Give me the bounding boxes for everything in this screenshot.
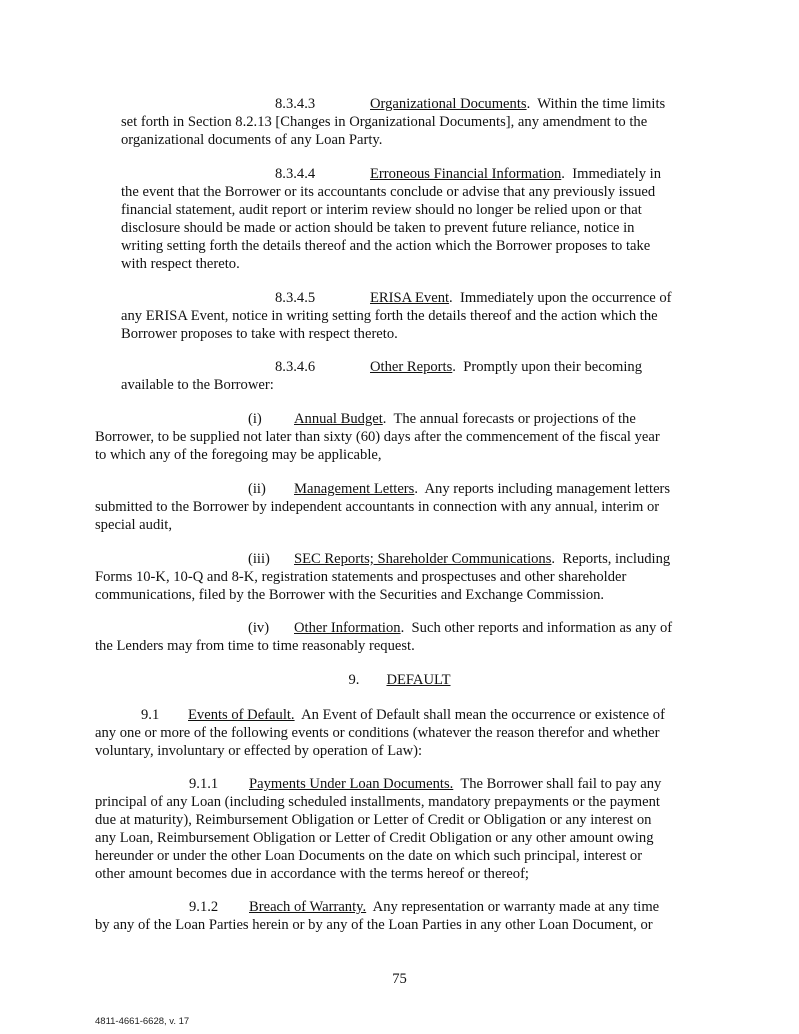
section-text-line: hereunder or under the other Loan Documents on the date on which such principal, interest or xyxy=(95,848,643,864)
section-8-3-4-6: 8.3.4.6 Other Reports. Promptly upon their becoming available to the Borrower: xyxy=(121,359,642,393)
item-text-line: submitted to the Borrower by independent accountants in connection with any annual, interim or xyxy=(95,499,660,515)
item-label: (iv) xyxy=(248,620,270,636)
section-heading: Erroneous Financial Information xyxy=(370,166,562,182)
section-text-line: principal of any Loan (including scheduled installments, mandatory prepayments or the payment xyxy=(95,794,660,810)
item-label: (i) xyxy=(248,411,262,427)
item-label: (iii) xyxy=(248,551,270,567)
item-iii: (iii) SEC Reports; Shareholder Communications. Reports, including Forms 10-K, 10-Q and 8-K, registration statements and prospectuses and other shareholder communications, filed by the Borrower with the Securities and Exchange Commission. xyxy=(95,551,671,603)
section-9-1 xyxy=(95,706,665,760)
section-text-line: other amount becomes due in accordance with the terms hereof or thereof; xyxy=(95,866,529,882)
section-text-line: by any of the Loan Parties herein or by any of the Loan Parties in any other Loan Document, or xyxy=(95,917,653,933)
item-text-line: the Lenders may from time to time reasonably request. xyxy=(95,638,415,654)
section-text-line: any ERISA Event, notice in writing setting forth the details thereof and the action which the xyxy=(121,308,658,324)
section-text-line: The Borrower shall fail to pay any xyxy=(460,776,662,792)
section-text-line: An Event of Default shall mean the occurrence or existence of xyxy=(301,707,665,723)
section-heading: Breach of Warranty. xyxy=(249,899,367,915)
section-text-line: available to the Borrower: xyxy=(121,377,274,393)
item-text-line: Borrower, to be supplied not later than sixty (60) days after the commencement of the fiscal year xyxy=(95,429,660,445)
section-8-3-4-3: 8.3.4.3 Organizational Documents. Within the time limits set forth in Section 8.2.13 [Changes in Organizational Documents], any amendment to the organizational documents of any Loan Party. xyxy=(121,96,666,148)
article-heading xyxy=(0,671,799,689)
section-number: 8.3.4.4 xyxy=(275,166,316,182)
section-heading: Organizational Documents xyxy=(370,96,527,112)
item-text-line: Reports, including xyxy=(562,551,671,567)
item-iv: (iv) Other Information. Such other reports and information as any of the Lenders may from time to time reasonably request. xyxy=(95,620,673,654)
section-text-line: Promptly upon their becoming xyxy=(463,359,642,375)
section-8-3-4-5: 8.3.4.5 ERISA Event. Immediately upon the occurrence of any ERISA Event, notice in writing setting forth the details thereof and the action which the Borrower proposes to take with respect thereto. xyxy=(121,290,672,342)
section-text-line: the event that the Borrower or its accountants conclude or advise that any previously issued xyxy=(121,184,656,200)
item-heading: Annual Budget xyxy=(294,411,383,427)
section-heading: ERISA Event xyxy=(370,290,450,306)
item-i: (i) Annual Budget. The annual forecasts or projections of the Borrower, to be supplied not later than sixty (60) days after the commencement of the fiscal year to which any of the foregoing may be applicable, xyxy=(95,411,660,463)
article-number: 9. xyxy=(348,672,360,688)
section-heading: Payments Under Loan Documents. xyxy=(249,776,454,792)
section-number: 8.3.4.5 xyxy=(275,290,316,306)
item-text-line: communications, filed by the Borrower with the Securities and Exchange Commission. xyxy=(95,587,605,603)
item-label: (ii) xyxy=(248,481,266,497)
article-title: DEFAULT xyxy=(386,672,451,688)
document-id: 4811-4661-6628, v. 17 xyxy=(95,1016,190,1027)
item-text-line: Such other reports and information as any of xyxy=(411,620,673,636)
item-text-line: special audit, xyxy=(95,517,172,533)
section-number: 8.3.4.3 xyxy=(275,96,316,112)
section-text-line: financial statement, audit report or interim review should no longer be relied upon or that xyxy=(121,202,642,218)
item-text-line: Forms 10-K, 10-Q and 8-K, registration statements and prospectuses and other shareholder xyxy=(95,569,627,585)
section-text-line: disclosure should be made or action should be taken to prevent future reliance, notice in xyxy=(121,220,635,236)
section-text-line: any one or more of the following events or conditions (whatever the reason therefor and whether xyxy=(95,725,660,741)
section-8-3-4-4: 8.3.4.4 Erroneous Financial Information. Immediately in the event that the Borrower or its accountants conclude or advise that any previously issued financial statement, audit report or interim review should no longer be relied upon or that disclosure should be made or action should be taken to prevent future reliance, notice in writing setting forth the details thereof and the action which the Borrower proposes to take with respect thereto. xyxy=(121,166,662,272)
section-number: 9.1.2 xyxy=(189,899,219,915)
item-text-line: to which any of the foregoing may be applicable, xyxy=(95,447,382,463)
section-text-line: writing setting forth the details thereof and the action which the Borrower proposes to take xyxy=(121,238,651,254)
item-heading: Management Letters xyxy=(294,481,415,497)
section-text-line: Immediately in xyxy=(572,166,662,182)
section-text-line: organizational documents of any Loan Party. xyxy=(121,132,383,148)
section-text-line: Within the time limits xyxy=(537,96,666,112)
section-heading: Events of Default. xyxy=(188,707,295,723)
page-number: 75 xyxy=(392,971,407,987)
section-number: 9.1.1 xyxy=(189,776,219,792)
section-text-line: with respect thereto. xyxy=(121,256,240,272)
item-heading: SEC Reports; Shareholder Communications xyxy=(294,551,552,567)
section-9-1-1 xyxy=(95,775,661,883)
section-text-line: any Loan, Reimbursement Obligation or Letter of Credit Obligation or any other amount owing xyxy=(95,830,654,846)
item-text-line: The annual forecasts or projections of the xyxy=(393,411,636,427)
section-text-line: Borrower proposes to take with respect thereto. xyxy=(121,326,398,342)
section-text-line: set forth in Section 8.2.13 [Changes in Organizational Documents], any amendment to the xyxy=(121,114,648,130)
section-number: 8.3.4.6 xyxy=(275,359,316,375)
section-text-line: voluntary, involuntary or effected by operation of Law): xyxy=(95,743,423,759)
section-text-line: due at maturity), Reimbursement Obligation or Letter of Credit or Obligation or any interest on xyxy=(95,812,652,828)
section-heading: Other Reports xyxy=(370,359,453,375)
item-text-line: Any reports including management letters xyxy=(424,481,671,497)
section-text-line: Any representation or warranty made at any time xyxy=(372,899,660,915)
item-heading: Other Information xyxy=(294,620,401,636)
section-9-1-2 xyxy=(95,898,659,934)
section-text-line: Immediately upon the occurrence of xyxy=(460,290,672,306)
item-ii: (ii) Management Letters. Any reports including management letters submitted to the Borrower by independent accountants in connection with any annual, interim or special audit, xyxy=(95,481,671,533)
section-number: 9.1 xyxy=(141,707,160,723)
